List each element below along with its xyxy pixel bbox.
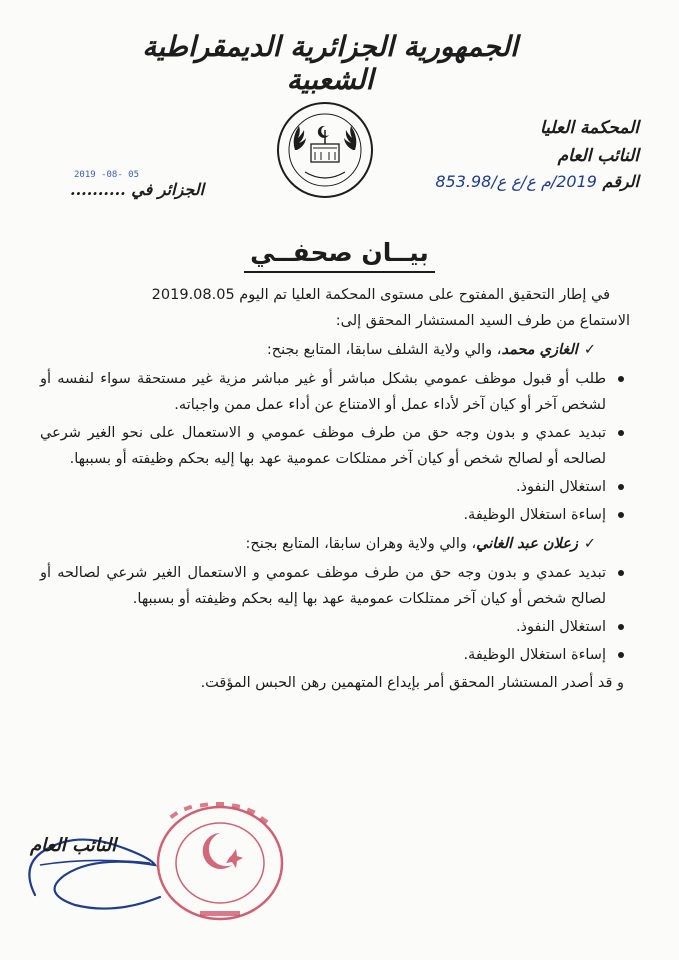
charge-item: إساءة استغلال الوظيفة. <box>40 502 630 528</box>
charge-item: تبديد عمدي و بدون وجه حق من طرف موظف عمومي و الاستعمال الغير شرعي لصالحه أو لصالح شخص أو كيان آخر ممتلكات عمومية عهد بها إليه بحكم وظيفته أو بسببها. <box>40 560 630 612</box>
charge-item: إساءة استغلال الوظيفة. <box>40 642 630 668</box>
closing-statement: و قد أصدر المستشار المحقق أمر بإيداع المتهمين رهن الحبس المؤقت. <box>200 675 624 691</box>
city-label: الجزائر في <box>131 180 205 199</box>
reference-value: 2019/م ع/ع ع/853.98 <box>435 172 597 191</box>
intro-line-1: في إطار التحقيق المفتوح على مستوى المحكمة العليا تم اليوم 2019.08.05 <box>151 287 610 303</box>
city-date-dots: .......... <box>70 180 126 199</box>
accused-2-name: زعلان عبد الغاني <box>476 536 578 552</box>
supreme-court-emblem <box>275 100 375 200</box>
accused-1 <box>40 337 630 363</box>
accused-2 <box>40 531 630 557</box>
reference-label: الرقم <box>602 172 639 191</box>
document-title-text: بيــان صحفــي <box>244 238 435 273</box>
charge-item: تبديد عمدي و بدون وجه حق من طرف موظف عمومي و الاستعمال على نحو الغير شرعي لصالحه أو لصالح شخص أو كيان آخر ممتلكات عمومية عهد بها إليه بحكم وظيفته أو بسببها. <box>40 420 630 472</box>
accused-1-description: ، والي ولاية الشلف سابقا، المتابع بجنح: <box>266 342 502 358</box>
date-stamp: 2019 -08- 05 <box>74 170 140 180</box>
accused-2-description: ، والي ولاية وهران سابقا، المتابع بجنح: <box>245 536 477 552</box>
city-date-line <box>70 180 204 199</box>
intro-line-2: الاستماع من طرف السيد المستشار المحقق إلى: <box>335 313 630 329</box>
charge-item: طلب أو قبول موظف عمومي بشكل مباشر أو غير مباشر مزية غير مستحقة سواء لنفسه أو لشخص آخر أو كيان آخر لأداء عمل أو الامتناع عن أداء عمل ممن واجباته. <box>40 366 630 418</box>
court-name: المحكمة العليا <box>540 118 639 138</box>
charge-item: استغلال النفوذ. <box>40 614 630 640</box>
check-icon: ✓ <box>583 342 596 358</box>
accused-1-name: الغازي محمد <box>501 342 578 358</box>
prosecutor-title: النائب العام <box>557 146 639 166</box>
document-title <box>0 238 679 267</box>
check-icon: ✓ <box>583 536 596 552</box>
signatory-title: النائب العام <box>30 835 117 856</box>
press-release-body <box>40 282 630 696</box>
reference-number <box>435 172 639 191</box>
charge-item: استغلال النفوذ. <box>40 474 630 500</box>
republic-header: الجمهورية الجزائرية الديمقراطية الشعبية <box>142 30 518 96</box>
